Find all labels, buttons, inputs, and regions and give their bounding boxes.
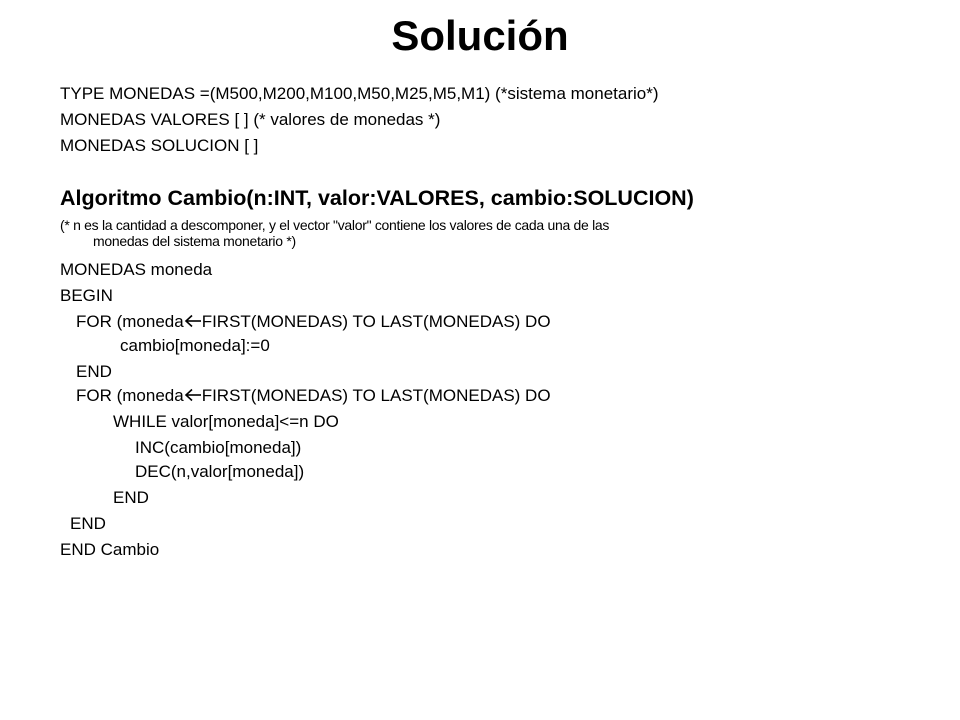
left-arrow-icon — [184, 314, 202, 328]
code-line-cambio-reset: cambio[moneda]:=0 — [120, 336, 270, 355]
algorithm-comment-line-1: (* n es la cantidad a descomponer, y el vector "valor" contiene los valores de cada una de las — [60, 217, 610, 233]
code-line-end-cambio: END Cambio — [60, 540, 160, 559]
for-main-prefix: FOR (moneda — [76, 386, 184, 405]
algorithm-comment — [60, 217, 860, 249]
algorithm-comment-line-2: monedas del sistema monetario *) — [93, 233, 296, 249]
code-line-end-for-main: END — [70, 514, 106, 533]
for-init-suffix: FIRST(MONEDAS) TO LAST(MONEDAS) DO — [201, 312, 551, 331]
valores-declaration: MONEDAS VALORES [ ] (* valores de monedas *) — [60, 110, 441, 129]
left-arrow-icon — [184, 388, 202, 402]
for-main-suffix: FIRST(MONEDAS) TO LAST(MONEDAS) DO — [201, 386, 551, 405]
type-declaration: TYPE MONEDAS =(M500,M200,M100,M50,M25,M5,M1) (*sistema monetario*) — [60, 84, 659, 103]
code-line-end-for-init: END — [76, 362, 112, 381]
code-line-for-main — [76, 386, 551, 406]
for-init-prefix: FOR (moneda — [76, 312, 184, 331]
code-line-declare-moneda: MONEDAS moneda — [60, 260, 213, 279]
code-line-begin: BEGIN — [60, 286, 113, 305]
code-line-dec: DEC(n,valor[moneda]) — [135, 462, 305, 481]
code-line-inc: INC(cambio[moneda]) — [135, 438, 302, 457]
slide-title: Solución — [391, 12, 569, 59]
code-line-end-while: END — [113, 488, 149, 507]
solucion-declaration: MONEDAS SOLUCION [ ] — [60, 136, 259, 155]
code-line-while: WHILE valor[moneda]<=n DO — [113, 412, 339, 431]
algorithm-heading: Algoritmo Cambio(n:INT, valor:VALORES, cambio:SOLUCION) — [60, 186, 694, 210]
code-line-for-init — [76, 312, 551, 332]
